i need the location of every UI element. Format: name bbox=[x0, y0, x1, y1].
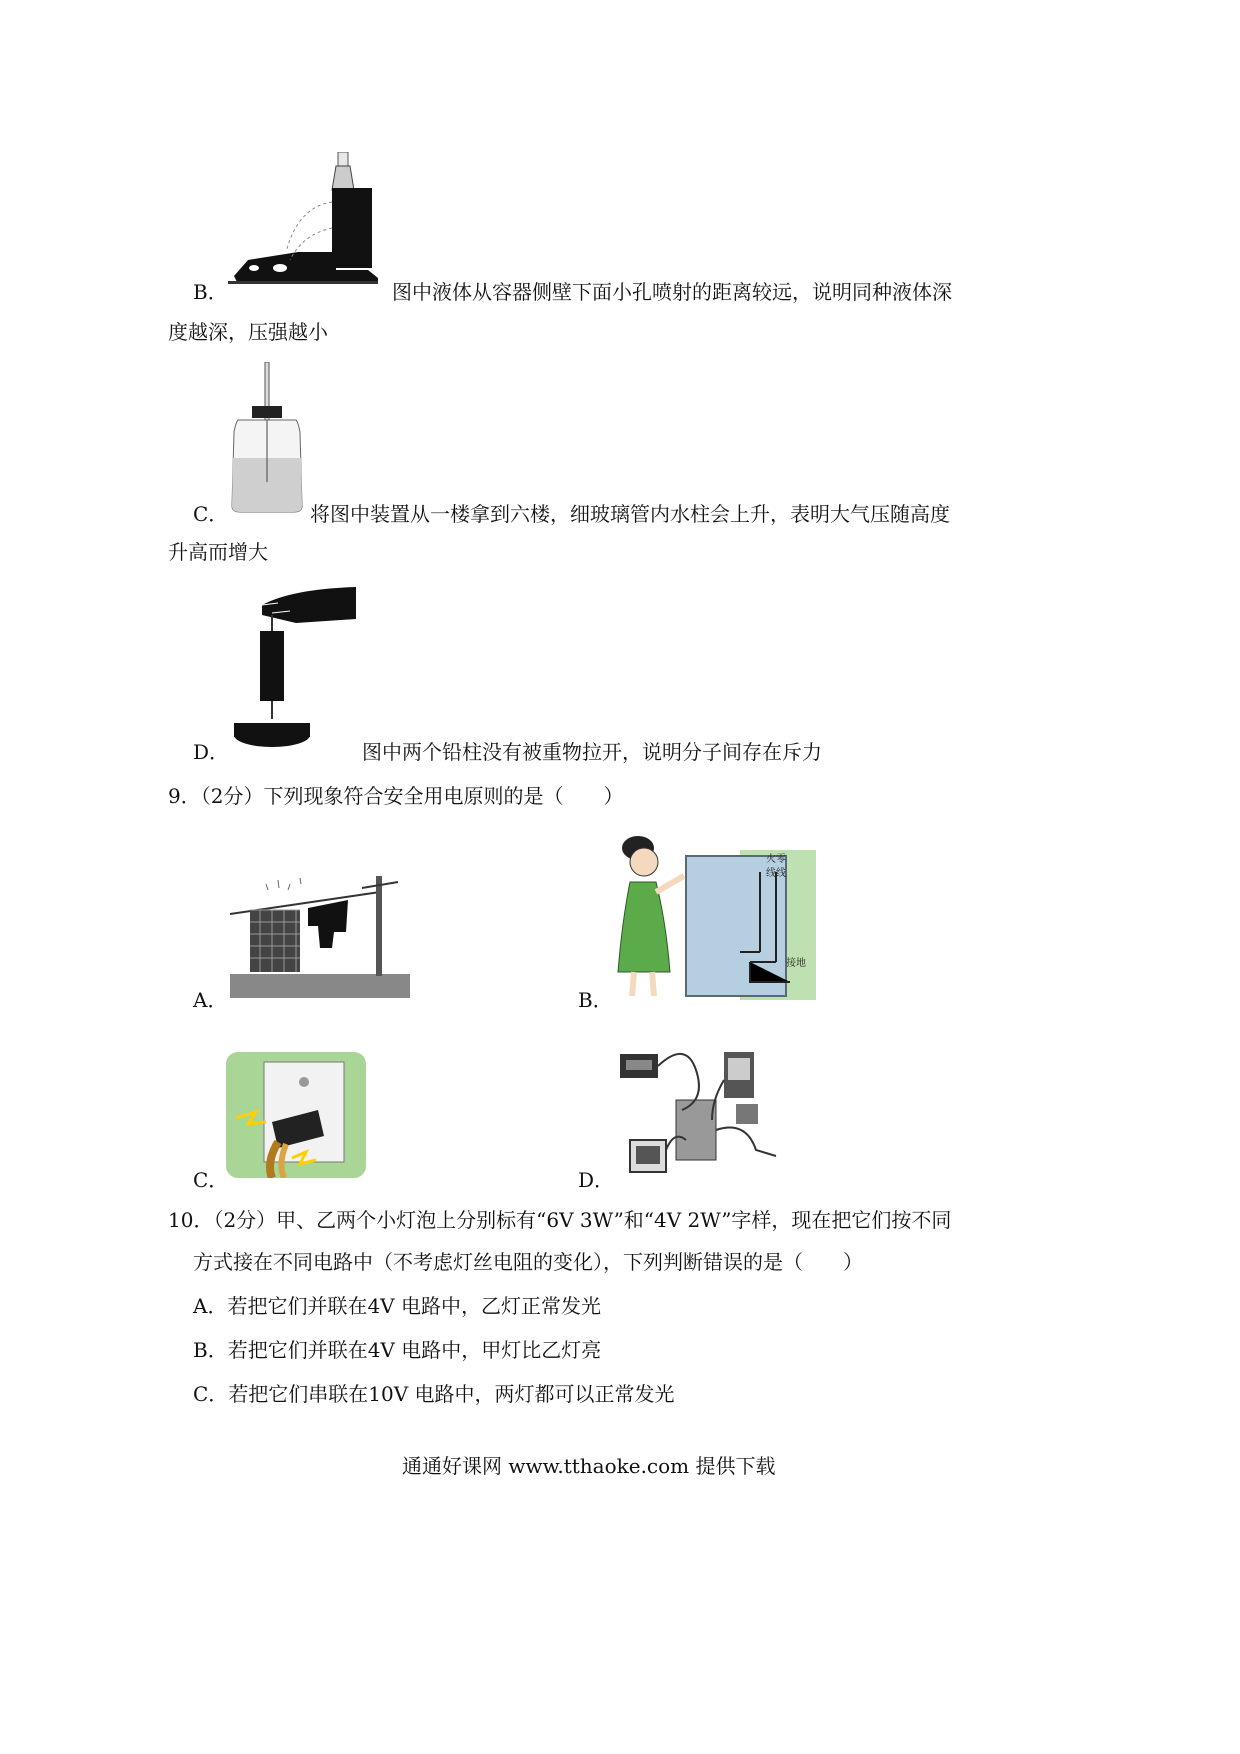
question-9-stem: 9．（2分）下列现象符合安全用电原则的是（ ） bbox=[168, 784, 624, 808]
option-label: C． bbox=[193, 1382, 229, 1406]
clothes-on-power-line-figure bbox=[230, 870, 410, 998]
liquid-container-figure bbox=[228, 152, 378, 284]
option-label: B． bbox=[193, 1338, 228, 1362]
option-label: D． bbox=[193, 740, 230, 764]
option-label: C． bbox=[193, 502, 229, 526]
fridge-label: 接地 bbox=[786, 958, 806, 969]
option-text: 若把它们串联在10V 电路中，两灯都可以正常发光 bbox=[228, 1382, 675, 1406]
damaged-plug-socket-figure bbox=[226, 1052, 366, 1178]
question-10-stem: 10．（2分）甲、乙两个小灯泡上分别标有“6V 3W”和“4V 2W”字样，现在把它们按不同 bbox=[168, 1208, 952, 1232]
option-label: D． bbox=[578, 1168, 615, 1192]
option-text: 若把它们并联在4V 电路中，甲灯比乙灯亮 bbox=[227, 1338, 602, 1362]
option-c-text-cont: 升高而增大 bbox=[168, 540, 268, 564]
lead-cylinders-figure bbox=[232, 585, 360, 755]
bottle-barometer-figure bbox=[228, 362, 306, 514]
page-footer: 通通好课网 www.tthaoke.com 提供下载 bbox=[402, 1454, 776, 1478]
option-label: C． bbox=[193, 1168, 229, 1192]
option-b-text-cont: 度越深，压强越小 bbox=[168, 320, 328, 344]
fridge-label: 火零 bbox=[766, 854, 786, 865]
overloaded-outlet-figure bbox=[616, 1030, 784, 1178]
option-label: B． bbox=[193, 280, 228, 304]
option-text: 若把它们并联在4V 电路中，乙灯正常发光 bbox=[227, 1294, 601, 1318]
option-d-text: 图中两个铅柱没有被重物拉开，说明分子间存在斥力 bbox=[362, 740, 822, 764]
option-label: A． bbox=[193, 988, 228, 1012]
question-10-stem-cont: 方式接在不同电路中（不考虑灯丝电阻的变化），下列判断错误的是（ ） bbox=[193, 1250, 863, 1274]
fridge-label: 线线 bbox=[766, 868, 786, 879]
option-label: B． bbox=[578, 988, 613, 1012]
fridge-grounding-figure bbox=[610, 832, 818, 1002]
option-label: A． bbox=[193, 1294, 228, 1318]
option-c-text: 将图中装置从一楼拿到六楼，细玻璃管内水柱会上升，表明大气压随高度 bbox=[310, 502, 950, 526]
option-b-text: 图中液体从容器侧壁下面小孔喷射的距离较远，说明同种液体深 bbox=[392, 280, 952, 304]
